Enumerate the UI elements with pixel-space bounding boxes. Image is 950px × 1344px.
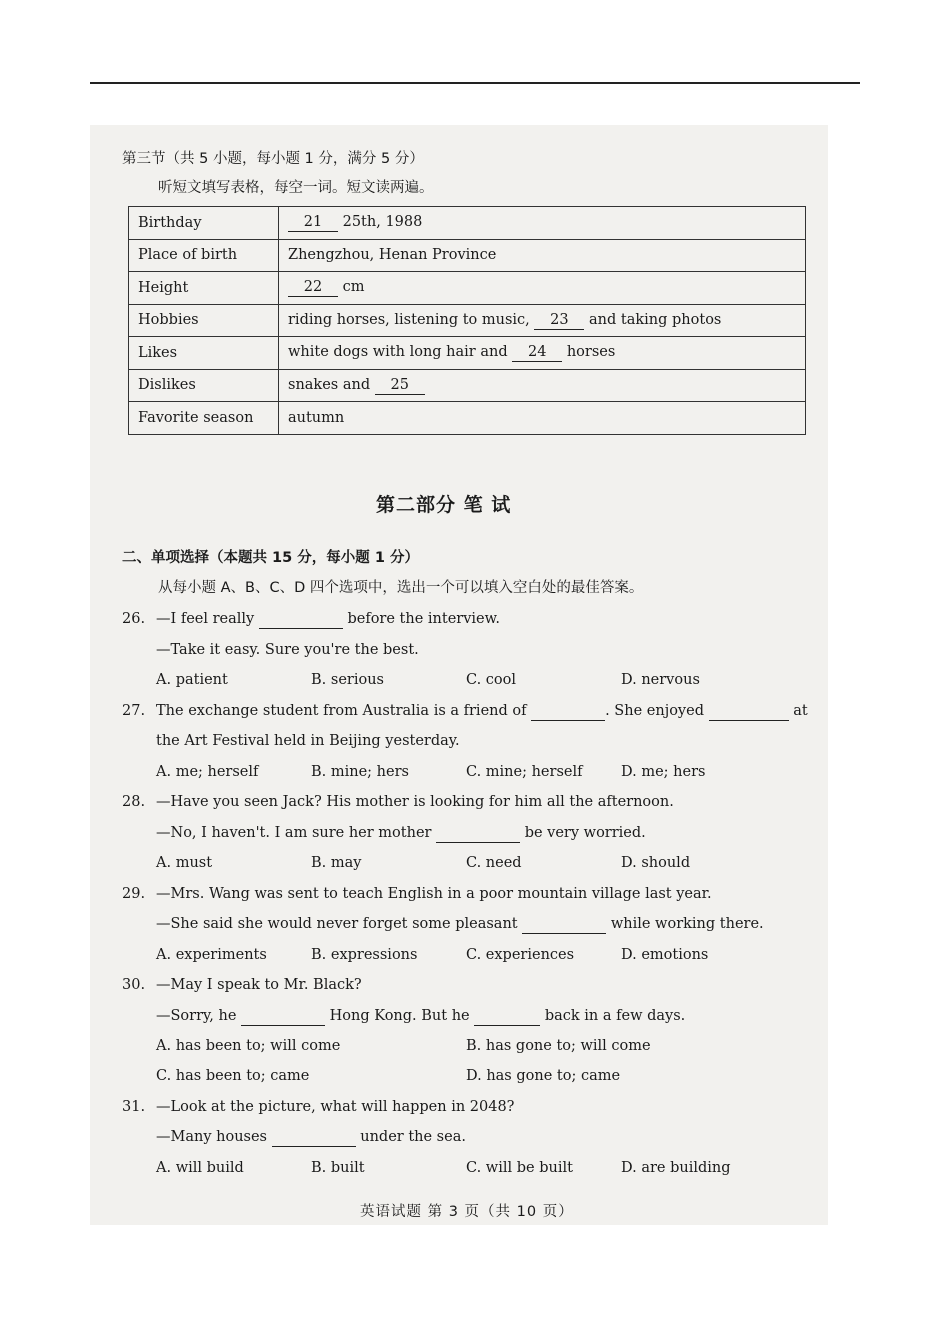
answer-blank-23[interactable]: 23	[534, 311, 584, 330]
question-blank[interactable]	[474, 1007, 540, 1026]
question-number: 27.	[122, 703, 146, 719]
option-d[interactable]: D. should	[621, 855, 691, 871]
option-d[interactable]: D. me; hers	[621, 764, 706, 780]
answer-blank-25[interactable]: 25	[375, 376, 425, 395]
question-blank[interactable]	[272, 1128, 356, 1147]
option-b[interactable]: B. may	[311, 855, 362, 871]
row-key: Birthday	[129, 207, 279, 240]
question-line: —Take it easy. Sure you're the best.	[156, 642, 419, 658]
option-a[interactable]: A. experiments	[156, 947, 267, 963]
option-d[interactable]: D. nervous	[621, 672, 700, 688]
section3-instruction: 听短文填写表格，每空一词。短文读两遍。	[158, 180, 434, 196]
question-line: the Art Festival held in Beijing yesterday.	[156, 733, 460, 749]
option-c[interactable]: C. will be built	[466, 1160, 573, 1176]
question-line: —May I speak to Mr. Black?	[156, 977, 362, 993]
question-line	[156, 823, 646, 843]
question-blank[interactable]	[436, 824, 520, 843]
row-key: Dislikes	[129, 369, 279, 402]
question-text: back in a few days.	[544, 1008, 686, 1024]
option-d[interactable]: D. emotions	[621, 947, 709, 963]
row-value	[279, 207, 806, 240]
question-line	[156, 1006, 685, 1026]
table-row	[129, 337, 806, 370]
row-key: Place of birth	[129, 239, 279, 272]
option-a[interactable]: A. patient	[156, 672, 228, 688]
part2-title: 第二部分 笔 试	[376, 494, 512, 516]
question-text: while working there.	[610, 916, 764, 932]
question-blank[interactable]	[531, 702, 605, 721]
row-value-post: cm	[342, 279, 365, 296]
question-blank[interactable]	[522, 915, 606, 934]
question-line	[156, 609, 500, 629]
question-line	[156, 914, 764, 934]
row-value	[279, 272, 806, 305]
option-b[interactable]: B. mine; hers	[311, 764, 409, 780]
table-row	[129, 239, 806, 272]
option-a[interactable]: A. has been to; will come	[156, 1038, 341, 1054]
part2-instruction: 从每小题 A、B、C、D 四个选项中，选出一个可以填入空白处的最佳答案。	[158, 580, 644, 596]
row-value-pre: riding horses, listening to music,	[288, 311, 530, 328]
question-blank[interactable]	[259, 610, 343, 629]
option-a[interactable]: A. me; herself	[156, 764, 259, 780]
question-number: 29.	[122, 886, 146, 902]
question-number: 28.	[122, 794, 146, 810]
question-number: 31.	[122, 1099, 146, 1115]
question-line: —Have you seen Jack? His mother is looking for him all the afternoon.	[156, 794, 674, 810]
question-number: 30.	[122, 977, 146, 993]
option-b[interactable]: B. serious	[311, 672, 384, 688]
option-a[interactable]: A. must	[156, 855, 213, 871]
row-key: Hobbies	[129, 304, 279, 337]
question-blank[interactable]	[709, 702, 789, 721]
question-text: be very worried.	[524, 825, 646, 841]
answer-blank-24[interactable]: 24	[512, 343, 562, 362]
option-b[interactable]: B. expressions	[311, 947, 418, 963]
question-text: —No, I haven't. I am sure her mother	[156, 825, 432, 841]
option-c[interactable]: C. cool	[466, 672, 517, 688]
row-key: Likes	[129, 337, 279, 370]
row-value	[279, 304, 806, 337]
row-key: Favorite season	[129, 402, 279, 435]
row-value: Zhengzhou, Henan Province	[279, 239, 806, 272]
question-text: —Many houses	[156, 1129, 268, 1145]
question-text: Hong Kong. But he	[329, 1008, 470, 1024]
part2-heading: 二、单项选择（本题共 15 分，每小题 1 分）	[122, 550, 419, 566]
row-value	[279, 337, 806, 370]
row-value-pre: snakes and	[288, 376, 371, 393]
question-text: before the interview.	[347, 611, 500, 627]
row-value-post: 25th, 1988	[342, 214, 423, 231]
option-a[interactable]: A. will build	[156, 1160, 244, 1176]
question-text: —She said she would never forget some pleasant	[156, 916, 518, 932]
question-text: . She enjoyed	[605, 703, 704, 719]
option-c[interactable]: C. has been to; came	[156, 1068, 310, 1084]
question-blank[interactable]	[241, 1007, 325, 1026]
question-text: at	[793, 703, 808, 719]
table-row	[129, 304, 806, 337]
question-text: under the sea.	[360, 1129, 466, 1145]
question-line: —Mrs. Wang was sent to teach English in a poor mountain village last year.	[156, 886, 712, 902]
section3-heading: 第三节（共 5 小题，每小题 1 分，满分 5 分）	[122, 151, 424, 167]
question-line: —Look at the picture, what will happen in 2048?	[156, 1099, 515, 1115]
question-line	[156, 1127, 466, 1147]
listening-table	[128, 206, 806, 435]
question-text: —Sorry, he	[156, 1008, 237, 1024]
question-line	[156, 701, 808, 721]
option-c[interactable]: C. mine; herself	[466, 764, 583, 780]
row-value: autumn	[279, 402, 806, 435]
table-row	[129, 369, 806, 402]
option-d[interactable]: D. are building	[621, 1160, 731, 1176]
question-text: The exchange student from Australia is a friend of	[156, 703, 527, 719]
answer-blank-21[interactable]: 21	[288, 213, 338, 232]
row-value-post: horses	[566, 344, 616, 361]
row-key: Height	[129, 272, 279, 305]
option-b[interactable]: B. built	[311, 1160, 365, 1176]
answer-blank-22[interactable]: 22	[288, 278, 338, 297]
row-value-post: and taking photos	[589, 311, 722, 328]
option-d[interactable]: D. has gone to; came	[466, 1068, 621, 1084]
table-row	[129, 207, 806, 240]
table-row	[129, 272, 806, 305]
page-footer: 英语试题 第 3 页（共 10 页）	[360, 1204, 574, 1220]
option-c[interactable]: C. need	[466, 855, 522, 871]
option-b[interactable]: B. has gone to; will come	[466, 1038, 651, 1054]
row-value-pre: white dogs with long hair and	[288, 344, 508, 361]
option-c[interactable]: C. experiences	[466, 947, 575, 963]
row-value	[279, 369, 806, 402]
question-number: 26.	[122, 611, 146, 627]
table-row	[129, 402, 806, 435]
question-text: —I feel really	[156, 611, 255, 627]
